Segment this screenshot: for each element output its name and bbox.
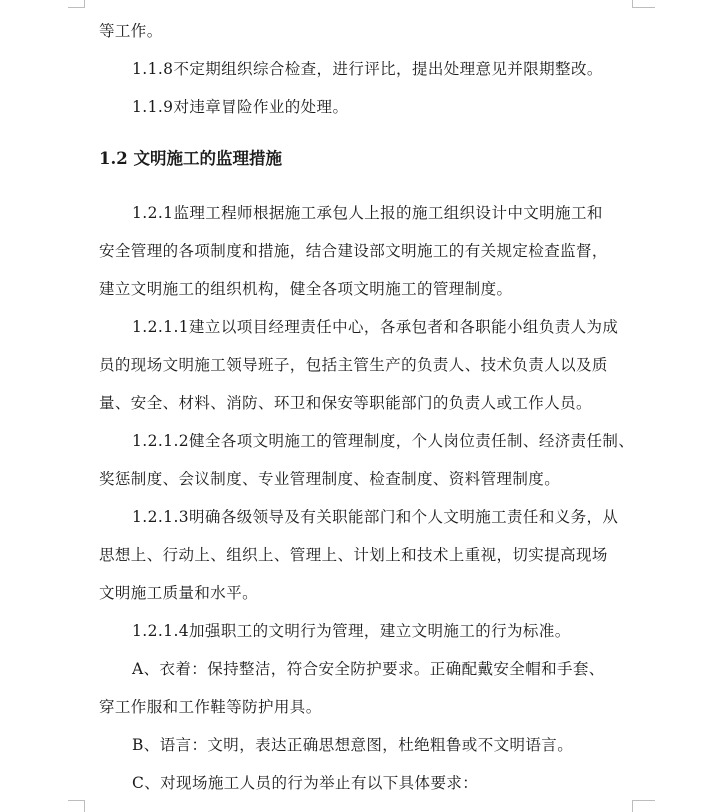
paragraph-line: 1.2.1.1建立以项目经理责任中心，各承包者和各职能小组负责人为成 <box>132 318 619 336</box>
paragraph-line: B、语言：文明，表达正确思想意图，杜绝粗鲁或不文明语言。 <box>132 736 574 754</box>
crop-mark-top-left-h <box>68 7 84 8</box>
paragraph-line: 穿工作服和工作鞋等防护用具。 <box>99 698 322 716</box>
paragraph-line: 等工作。 <box>99 22 163 40</box>
crop-mark-bottom-right-h <box>633 800 655 801</box>
paragraph-line: 奖惩制度、会议制度、专业管理制度、检查制度、资料管理制度。 <box>99 470 561 488</box>
document-body <box>99 16 633 806</box>
paragraph-line: 1.2.1.4加强职工的文明行为管理，建立文明施工的行为标准。 <box>132 622 571 640</box>
paragraph-line: 1.2.1.3明确各级领导及有关职能部门和个人文明施工责任和义务，从 <box>132 508 619 526</box>
paragraph-line: 1.1.9对违章冒险作业的处理。 <box>132 98 349 116</box>
paragraph-line: 员的现场文明施工领导班子，包括主管生产的负责人、技术负责人以及质 <box>99 356 608 374</box>
section-heading: 1.2 文明施工的监理措施 <box>99 149 282 168</box>
paragraph-line: 安全管理的各项制度和措施，结合建设部文明施工的有关规定检查监督， <box>99 242 608 260</box>
paragraph-line: 文明施工质量和水平。 <box>99 584 259 602</box>
crop-mark-bottom-left-h <box>68 800 84 801</box>
paragraph-line: C、对现场施工人员的行为举止有以下具体要求： <box>132 774 479 792</box>
paragraph-line: 1.2.1监理工程师根据施工承包人上报的施工组织设计中文明施工和 <box>132 204 603 222</box>
crop-mark-top-right-h <box>633 7 655 8</box>
paragraph-line: 1.1.8不定期组织综合检查，进行评比，提出处理意见并限期整改。 <box>132 60 603 78</box>
paragraph-line: A、衣着：保持整洁，符合安全防护要求。正确配戴安全帽和手套、 <box>132 660 605 678</box>
paragraph-line: 建立文明施工的组织机构，健全各项文明施工的管理制度。 <box>99 280 513 298</box>
paragraph-line: 量、安全、材料、消防、环卫和保安等职能部门的负责人或工作人员。 <box>99 394 592 412</box>
crop-mark-top-left <box>84 0 85 8</box>
paragraph-line: 思想上、行动上、组织上、管理上、计划上和技术上重视，切实提高现场 <box>99 546 608 564</box>
crop-mark-bottom-left <box>84 800 85 812</box>
paragraph-line: 1.2.1.2健全各项文明施工的管理制度，个人岗位责任制、经济责任制、 <box>132 432 635 450</box>
